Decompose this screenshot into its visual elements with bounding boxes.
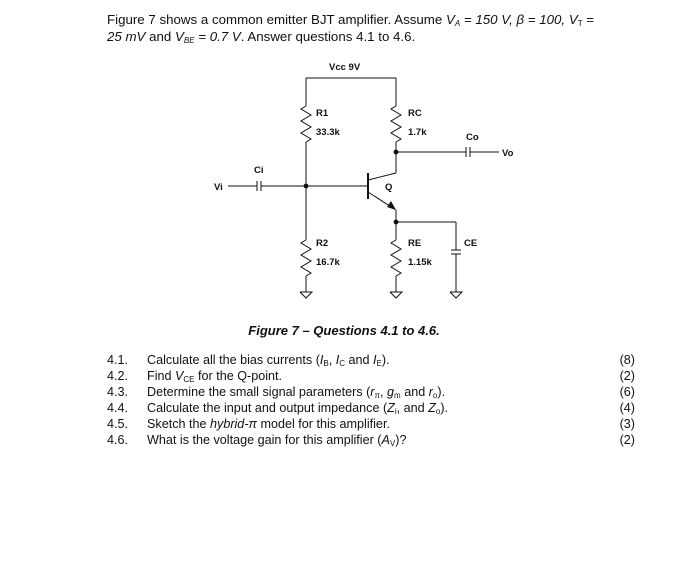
marks-badge: (2)	[619, 433, 635, 447]
figure-caption: Figure 7 – Questions 4.1 to 4.6.	[248, 323, 440, 338]
question-item: 4.1. Calculate all the bias currents ($I_B$, $I_C$ and $I_E$). (8)	[107, 353, 635, 368]
vbe-symbol: $V_{BE} = 0.7$ V	[175, 29, 241, 45]
vcc-label: Vcc 9V	[329, 62, 361, 73]
co-label: Co	[466, 132, 479, 143]
question-item: 4.5. Sketch the hybrid-π model for this amplifier. (3)	[107, 417, 635, 431]
problem-statement: Figure 7 shows a common emitter BJT amplifier. Assume $V_A = 150$ V, β = 100, $V_T$ = 25 mV and $V_{BE} = 0.7$ V. Answer questions 4.1 to 4.6.	[107, 12, 595, 45]
intro-text: Figure 7 shows a common emitter BJT amplifier. Assume	[107, 12, 446, 27]
re-label: RE	[408, 238, 422, 249]
emitter-arrow-icon	[387, 201, 396, 210]
vo-label: Vo	[502, 148, 514, 159]
junction-dot	[394, 150, 399, 155]
vt-symbol: $V_T$ =	[568, 12, 595, 28]
question-item: 4.6. What is the voltage gain for this amplifier $(A_V)$? (2)	[107, 433, 635, 448]
marks-badge: (4)	[619, 401, 635, 415]
r1-value: 33.3k	[316, 127, 340, 138]
r2-resistor	[301, 216, 311, 292]
ci-label: Ci	[254, 165, 264, 176]
q-label: Q	[385, 182, 393, 193]
ground-icon	[390, 292, 402, 298]
marks-badge: (3)	[619, 417, 635, 431]
ci-capacitor	[257, 181, 261, 191]
junction-dot	[394, 220, 399, 225]
ce-capacitor	[451, 222, 461, 292]
rc-label: RC	[408, 108, 422, 119]
co-capacitor	[466, 147, 470, 157]
rc-resistor	[391, 78, 401, 173]
r1-resistor	[301, 78, 311, 216]
marks-badge: (8)	[619, 353, 635, 367]
junction-dot	[304, 184, 309, 189]
ground-icon	[450, 292, 462, 298]
vi-label: Vi	[214, 182, 223, 193]
rc-value: 1.7k	[408, 127, 427, 138]
va-symbol: $V_A = 150$ V, β = 100,	[445, 12, 569, 28]
ce-label: CE	[464, 238, 478, 249]
ground-icon	[300, 292, 312, 298]
re-value: 1.15k	[408, 257, 432, 268]
marks-badge: (6)	[619, 385, 635, 399]
r1-label: R1	[316, 108, 329, 119]
question-item: 4.3. Determine the small signal parameters ($r_\pi$, $g_m$ and $r_o$). (6)	[107, 385, 635, 400]
marks-badge: (2)	[619, 369, 635, 383]
vt-value: 25 mV	[107, 29, 146, 44]
r2-value: 16.7k	[316, 257, 340, 268]
question-item: 4.2. Find $V_{CE}$ for the Q-point. (2)	[107, 369, 635, 384]
r2-label: R2	[316, 238, 329, 249]
question-item: 4.4. Calculate the input and output impedance ($Z_i$, and $Z_o$). (4)	[107, 401, 635, 416]
question-list	[107, 352, 635, 448]
